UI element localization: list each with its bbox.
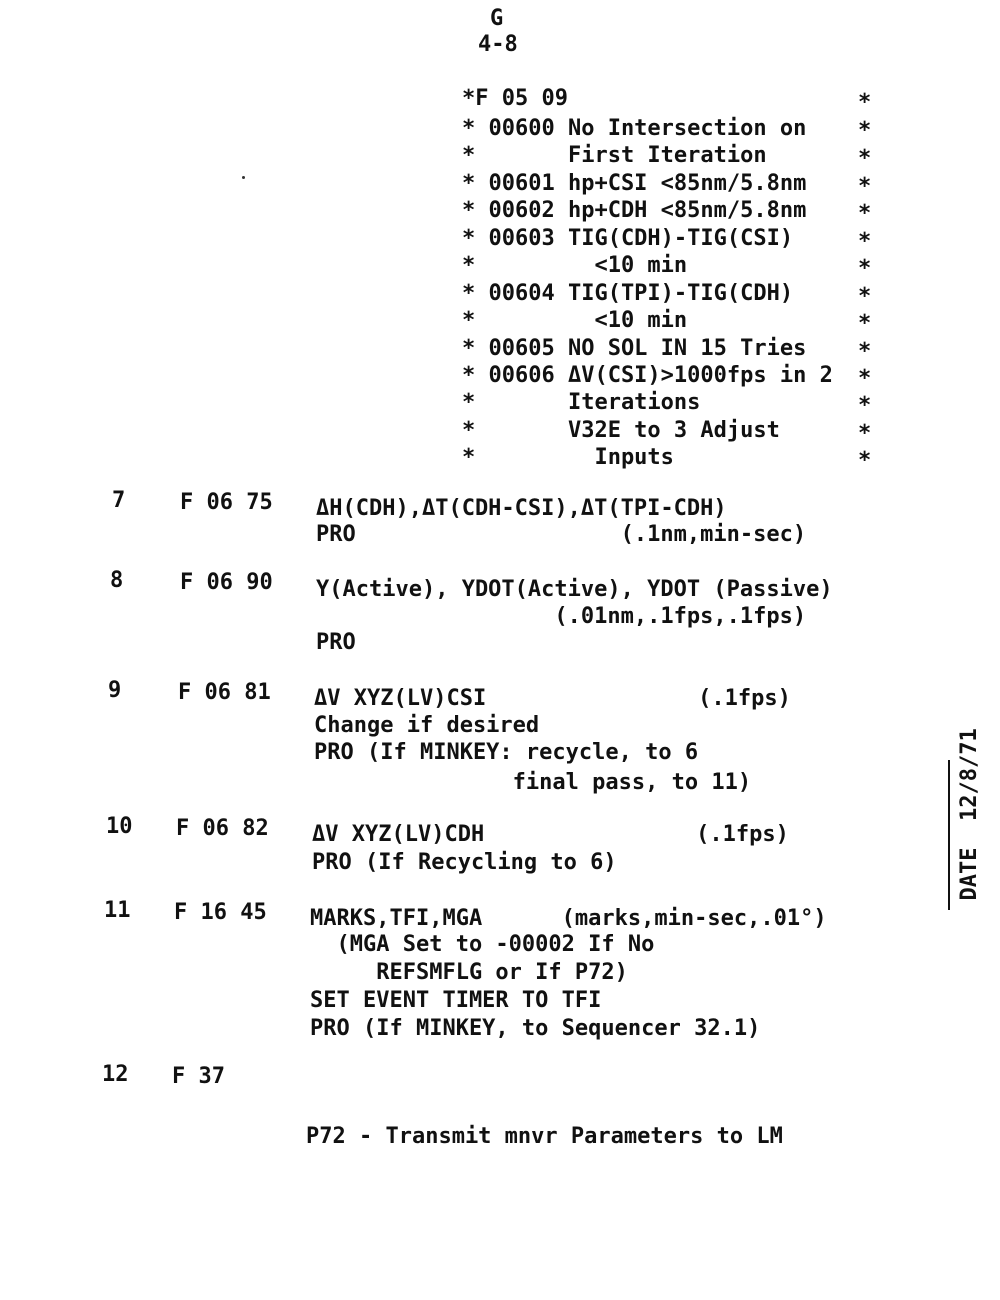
step-line: PRO (.1nm,min-sec)	[316, 522, 807, 547]
dsky-display-code: F 06 81	[178, 680, 271, 705]
box-border-star: *	[858, 174, 872, 199]
date-value: 12/8/71	[957, 728, 982, 822]
box-border-star: *	[858, 421, 872, 446]
alarm-line: *F 05 09	[462, 86, 568, 111]
page-number: 4-8	[478, 32, 518, 57]
box-border-star: *	[858, 366, 872, 391]
step-line: ΔH(CDH),ΔT(CDH-CSI),ΔT(TPI-CDH)	[316, 496, 727, 521]
step-line: ΔV XYZ(LV)CDH (.1fps)	[312, 822, 789, 847]
step-line: PRO (If Recycling to 6)	[312, 850, 617, 875]
box-border-star: *	[858, 339, 872, 364]
alarm-line: * Inputs	[462, 445, 674, 470]
step-line: ΔV XYZ(LV)CSI (.1fps)	[314, 686, 791, 711]
alarm-line: * 00602 hp+CDH <85nm/5.8nm	[462, 198, 807, 223]
step-line: final pass, to 11)	[314, 770, 752, 795]
dsky-display-code: F 06 90	[180, 570, 273, 595]
box-border-star: *	[858, 448, 872, 473]
step-line: (.01nm,.1fps,.1fps)	[316, 604, 807, 629]
step-line: Change if desired	[314, 713, 540, 738]
step-line: REFSMFLG or If P72)	[310, 960, 628, 985]
box-border-star: *	[858, 311, 872, 336]
date-label: DATE	[957, 847, 982, 901]
box-border-star: *	[858, 146, 872, 171]
alarm-line: * 00600 No Intersection on	[462, 116, 807, 141]
step-line: PRO (If MINKEY, to Sequencer 32.1)	[310, 1016, 761, 1041]
step-line: PRO	[316, 630, 356, 655]
box-border-star: *	[858, 90, 872, 115]
alarm-line: * <10 min	[462, 308, 688, 333]
alarm-line: * 00606 ΔV(CSI)>1000fps in 2	[462, 363, 833, 388]
step-number: 8	[110, 568, 124, 593]
dsky-display-code: F 06 75	[180, 490, 273, 515]
step-number: 10	[106, 814, 133, 839]
box-border-star: *	[858, 201, 872, 226]
dsky-display-code: F 37	[172, 1064, 225, 1089]
alarm-line: * Iterations	[462, 390, 701, 415]
box-border-star: *	[858, 229, 872, 254]
alarm-line: * 00605 NO SOL IN 15 Tries	[462, 336, 807, 361]
program-title: P72 - Transmit mnvr Parameters to LM	[306, 1124, 783, 1149]
date-stamp	[922, 728, 982, 990]
step-number: 12	[102, 1062, 129, 1087]
step-line: PRO (If MINKEY: recycle, to 6	[314, 740, 699, 765]
date-text	[932, 728, 982, 980]
dsky-display-code: F 16 45	[174, 900, 267, 925]
step-number: 11	[104, 898, 131, 923]
box-border-star: *	[858, 118, 872, 143]
alarm-line: * 00604 TIG(TPI)-TIG(CDH)	[462, 281, 794, 306]
step-line: (MGA Set to -00002 If No	[310, 932, 655, 957]
box-border-star: *	[858, 284, 872, 309]
alarm-line: * 00601 hp+CSI <85nm/5.8nm	[462, 171, 807, 196]
step-line: SET EVENT TIMER TO TFI	[310, 988, 602, 1013]
step-line: Y(Active), YDOT(Active), YDOT (Passive)	[316, 577, 833, 602]
section-letter: G	[490, 6, 504, 31]
step-number: 7	[112, 488, 126, 513]
box-border-star: *	[858, 256, 872, 281]
alarm-line: * 00603 TIG(CDH)-TIG(CSI)	[462, 226, 794, 251]
speck-mark	[242, 176, 245, 179]
alarm-line: * First Iteration	[462, 143, 767, 168]
dsky-display-code: F 06 82	[176, 816, 269, 841]
step-number: 9	[108, 678, 122, 703]
alarm-line: * <10 min	[462, 253, 688, 278]
step-line: MARKS,TFI,MGA (marks,min-sec,.01°)	[310, 906, 827, 931]
box-border-star: *	[858, 393, 872, 418]
alarm-line: * V32E to 3 Adjust	[462, 418, 780, 443]
